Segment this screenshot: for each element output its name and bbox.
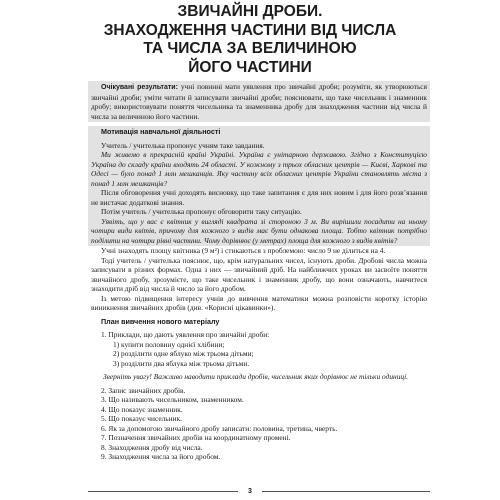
list-item: 4. Що показує знаменник. (101, 404, 183, 414)
title-line: ТА ЧИСЛА ЗА ВЕЛИЧИНОЮ (143, 40, 357, 57)
title-line: ЗВИЧАЙНІ ДРОБИ. (177, 3, 323, 20)
expected-results-body: учні повинні мати уявлення про звичайні дроби; розуміти, як утворюються звичайні дроби; уміти читати й записувати звичайні дроби; пояснювати, що таке чисельник і знаменник дробу; використовувати поняття чисельника та знаменника дробу для знаходження частини від числа й числа за величиною його частини. (91, 82, 427, 121)
plan-section (88, 317, 430, 462)
page-number: 3 (248, 488, 252, 495)
list-item: 8. Знаходження дробу від числа. (101, 442, 203, 452)
list-item: 2) розділити одне яблуко між трьома дітьми; (113, 349, 254, 358)
attention-note: Зверніть увагу! Важливо наводити приклади дробів, чисельник яких дорівнює не тільки одиниці. (103, 372, 409, 381)
title-line: ЗНАХОДЖЕННЯ ЧАСТИНИ ВІД ЧИСЛА (103, 21, 397, 39)
list-item: 7. Позначення звичайних дробів на координатному промені. (101, 433, 291, 442)
expected-results-label: Очікувані результати: (101, 84, 178, 91)
list-item: 2. Запис звичайних дробів. (101, 385, 186, 395)
page-title (0, 3, 500, 77)
plan-heading: План вивчення нового матеріалу (101, 316, 220, 326)
motivation-continuation (88, 246, 430, 313)
list-item: 1. Приклади, що дають уявлення про звичайні дроби: (101, 330, 270, 339)
list-item: 3. Що називають чисельником, знаменником. (101, 395, 244, 404)
paragraph: Учні знаходять площу квітника (9 м²) і стикаються з проблемою: число 9 не ділиться на 4. (101, 246, 386, 255)
list-item: 3) розділити два яблука між трьома дітьми. (113, 358, 250, 368)
list-item: 6. Як за допомогою звичайного дробу записати: половина, третина, чверть. (101, 423, 338, 433)
title-line: ЙОГО ЧАСТИНИ (188, 58, 312, 76)
paragraph: Потім учитель / учителька пропонує обговорити таку ситуацію. (101, 207, 302, 216)
task-text: Ми живемо в прекрасній країні Україні. Україна є унітарною державою. Згідно з Конституцією Україна до складу країни входять 24 області. У кожному з трьох обласних центрів — Києві, Харкові та Одесі — було понад 1 млн мешканців. Яку частину всіх обласних центрів України становлять міста з понад 1 млн мешканців? (91, 150, 427, 188)
paragraph: Із метою підвищення інтересу учнів до вивчення математики можна розповісти коротку історію виникнення звичайних дробів (див. «Корисні цікавинки»). (91, 293, 427, 312)
task-text: Уявіть, що у вас є квітник у вигляді квадрата зі стороною 3 м. Ви вирішили посадити на ньому чотири види квітів, причому для кожного з видів має бути однакова площа. Тобто квітник потрібно поділити на чотири рівні частини. Чому дорівнює (у метрах) площа для кожного з видів квітів? (91, 216, 427, 245)
paragraph: Тоді учитель / учителька пояснює, що, крім натуральних чисел, існують дроби. Дробові числа можна записувати в різних формах. Одна з них — звичайний дріб. На найближчих уроках ви засвоїте поняття звичайного дробу, зрозумієте, що таке чисельник і знаменник дробу, що вони означають, навчитеся знаходити дріб від числа й число за його дробом. (91, 255, 427, 293)
expected-results-text (91, 82, 427, 121)
plan-sublist (91, 340, 427, 369)
plan-list (91, 330, 427, 340)
page-content (88, 81, 430, 462)
list-item: 5. Що показує чисельник. (101, 414, 183, 423)
motivation-section (88, 126, 430, 246)
paragraph: Після обговорення учні доходять висновку, що таке запитання є для них новим і для його розв’язання не вистачає додаткові знання. (91, 188, 427, 207)
list-item: 1) купити половину однієї хлібини; (113, 339, 225, 349)
plan-list (91, 386, 427, 462)
list-item: 9. Знаходження числа за його дробом. (101, 452, 221, 461)
motivation-heading: Мотивація навчальної діяльності (101, 127, 221, 136)
paragraph: Учитель / учителька пропонує учням таке завдання. (101, 140, 265, 150)
footer-rule-right (262, 491, 430, 492)
expected-results-box (88, 81, 430, 122)
